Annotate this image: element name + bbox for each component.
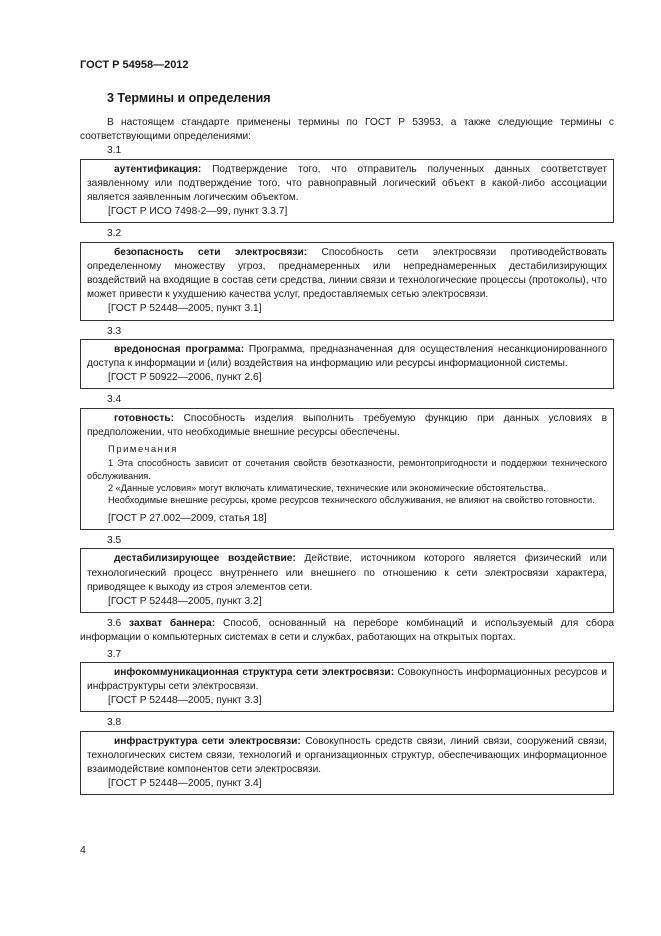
definition-text: Подтверждение того, что отправитель полученных данных соответствует заявленному или подтверждение того, что равноправный логический объект в какой-либо ассоциации является заявленным логическим объектом. (87, 163, 607, 204)
term-definition (87, 552, 607, 595)
term-definition (87, 735, 607, 778)
term-name: аутентификация: (114, 163, 202, 175)
notes-block (87, 457, 607, 507)
term-definition (87, 163, 607, 206)
standard-header: ГОСТ Р 54958—2012 (80, 59, 189, 71)
term-name: вредоносная программа: (114, 343, 245, 355)
definition-text: Способ, основанный на переборе комбинаций и используемый для сбора информации о компьютерных системах в сети и службах, работающих на открытых портах. (80, 618, 614, 644)
note-item: Необходимые внешние ресурсы, кроме ресурсов технического обслуживания, не влияют на свойство готовности. (108, 495, 595, 506)
term-box (80, 548, 614, 613)
term-definition (87, 412, 607, 440)
term-reference: [ГОСТ Р 52448—2005, пункт 3.4] (108, 778, 262, 790)
note-item: 2 «Данные условия» могут включать климатические, технические или экономические обстоятельства. (108, 483, 546, 494)
definition-text: Совокупность средств связи, линий связи, сооружений связи, технологических систем связи, технологий и организационных структур, обеспечивающих информационное взаимодействие компонентов сети электросвязи. (87, 735, 608, 775)
term-reference: [ГОСТ Р 52448—2005, пункт 3.2] (108, 595, 262, 607)
entry-number: 3.2 (107, 228, 122, 240)
term-box (80, 731, 614, 796)
term-box (80, 159, 614, 224)
definition-text: Способность сети электросвязи противодействовать определенному множеству угроз, преднамеренных или непреднамеренных дестабилизирующих воздействий на входящие в состав сети средства, линии связи и технологические процессы (протоколы), что может привести к ухудшению качества услуг, предоставляемых сетью электросвязи. (87, 246, 607, 301)
note-item: 1 Эта способность зависит от сочетания свойств безотказности, ремонтопригодности и поддержки технического обслуживания. (87, 458, 607, 481)
entry-number: 3.8 (107, 717, 122, 729)
term-definition (87, 246, 607, 303)
term-reference: [ГОСТ Р 52448—2005, пункт 3.3] (108, 695, 262, 707)
definition-text: Способность изделия выполнить требуемую функцию при данных условиях в предположении, что необходимые внешние ресурсы обеспечены. (87, 412, 607, 438)
term-definition (87, 666, 607, 694)
entry-number: 3.3 (107, 325, 122, 337)
definition-text: Совокупность информационных ресурсов и инфраструктуры сети электросвязи. (87, 666, 607, 692)
term-name: безопасность сети электросвязи: (114, 246, 308, 258)
term-name: инфокоммуникационная структура сети электросвязи: (114, 666, 395, 678)
term-box (80, 242, 614, 321)
term-name: инфраструктура сети электросвязи: (114, 735, 301, 747)
term-box (80, 408, 614, 530)
term-definition (87, 343, 607, 371)
notes-label: Примечания (108, 444, 178, 456)
term-reference: [ГОСТ Р 50922—2006, пункт 2.6] (108, 372, 262, 384)
entry-number: 3.5 (107, 535, 122, 547)
term-reference: [ГОСТ Р ИСО 7498-2—99, пункт 3.3.7] (108, 206, 288, 218)
definition-text: Действие, источником которого является физический или технологический процесс внутреннего или внешнего по отношению к сети электросвязи характера, приводящее к выходу из строя элементов сети. (87, 553, 607, 593)
term-box (80, 339, 614, 390)
term-reference: [ГОСТ Р 27.002—2009, статья 18] (108, 512, 267, 524)
section-title: 3 Термины и определения (107, 91, 271, 105)
entry-number: 3.1 (107, 145, 122, 157)
definition-text: Программа, предназначенная для осуществления несанкционированного доступа к информации и (или) воздействия на информацию или ресурсы информационной системы. (87, 343, 607, 370)
intro-paragraph: В настоящем стандарте применены термины по ГОСТ Р 53953, а также следующие термины с соответствующими определениями: (80, 117, 614, 143)
entry-number: 3.7 (107, 648, 122, 660)
entry-number: 3.6 (107, 618, 122, 630)
term-definition-plain (80, 617, 614, 645)
term-box (80, 662, 614, 713)
term-name: дестабилизирующее воздействие: (114, 553, 296, 565)
entry-number: 3.4 (107, 394, 122, 406)
page-number: 4 (80, 844, 86, 856)
term-name: захват баннера: (129, 618, 216, 630)
page-content (80, 116, 614, 799)
term-name: готовность: (114, 412, 174, 424)
term-reference: [ГОСТ Р 52448—2005, пункт 3.1] (108, 303, 262, 315)
